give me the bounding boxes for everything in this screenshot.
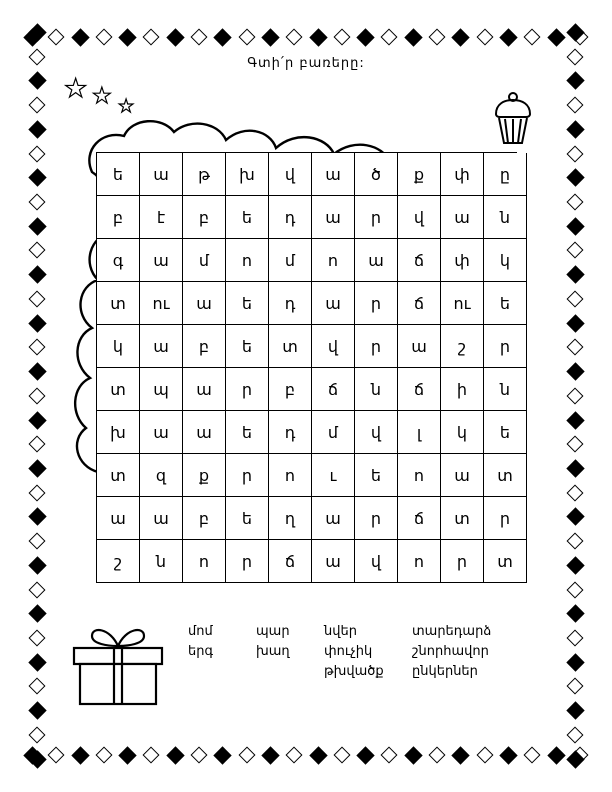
border-diamond (404, 746, 422, 764)
border-diamond (567, 339, 584, 356)
border-diamond (566, 314, 584, 332)
border-diamond (476, 29, 493, 46)
word-list (188, 622, 558, 682)
table-row (97, 153, 527, 196)
border-diamond (28, 362, 46, 380)
border-diamond (566, 653, 584, 671)
border-diamond (524, 29, 541, 46)
border-diamond (547, 746, 565, 764)
table-row (97, 282, 527, 325)
border-diamond (29, 484, 46, 501)
grid-cell[interactable]: ք (398, 153, 441, 196)
grid-cell[interactable]: գ (97, 239, 140, 282)
grid-cell[interactable]: ա (312, 282, 355, 325)
border-diamond (452, 746, 470, 764)
grid-cell[interactable]: ո (226, 239, 269, 282)
border-diamond (28, 556, 46, 574)
grid-cell[interactable]: ր (355, 282, 398, 325)
grid-cell[interactable]: շ (97, 540, 140, 583)
grid-cell[interactable]: ք (183, 454, 226, 497)
grid-cell[interactable]: փ (441, 239, 484, 282)
border-diamond (238, 747, 255, 764)
border-diamond (452, 28, 470, 46)
border-diamond (381, 29, 398, 46)
grid-cell[interactable]: ր (226, 454, 269, 497)
grid-cell[interactable]: ւ (312, 454, 355, 497)
grid-cell[interactable]: ճ (312, 368, 355, 411)
border-diamond (566, 556, 584, 574)
grid-cell[interactable]: դ (269, 411, 312, 454)
grid-cell[interactable]: ե (226, 196, 269, 239)
grid-cell[interactable]: ր (484, 497, 527, 540)
border-diamond (28, 23, 46, 41)
border-diamond (238, 29, 255, 46)
grid-cell[interactable]: ե (226, 411, 269, 454)
border-diamond (29, 242, 46, 259)
border-diamond (29, 145, 46, 162)
word-item[interactable]: խաղ (256, 644, 290, 660)
table-row (97, 368, 527, 411)
border-diamond (286, 747, 303, 764)
border-diamond (29, 629, 46, 646)
grid-cell[interactable]: կ (97, 325, 140, 368)
border-diamond (566, 362, 584, 380)
border-diamond (48, 747, 65, 764)
word-item[interactable]: տարեդարձ (412, 624, 492, 639)
border-diamond (28, 265, 46, 283)
border-diamond (28, 459, 46, 477)
grid-cell[interactable]: դ (269, 282, 312, 325)
word-list-column (256, 622, 308, 682)
border-diamond (214, 28, 232, 46)
grid-cell[interactable]: լ (398, 411, 441, 454)
page-title: Գտի՛ր բառերը: (247, 56, 365, 71)
grid-cell[interactable]: փ (441, 153, 484, 196)
grid-cell[interactable]: ե (484, 282, 527, 325)
word-item[interactable]: փուչիկ (324, 644, 373, 660)
border-diamond (28, 605, 46, 623)
gift-box-icon (66, 618, 170, 710)
border-diamond (29, 678, 46, 695)
grid-cell[interactable]: ա (140, 325, 183, 368)
border-diamond (567, 242, 584, 259)
grid-cell[interactable]: ա (183, 368, 226, 411)
grid-cell[interactable]: բ (97, 196, 140, 239)
grid-cell[interactable]: վ (355, 540, 398, 583)
border-diamond (118, 28, 136, 46)
border-diamond (567, 484, 584, 501)
grid-cell[interactable]: ա (312, 497, 355, 540)
grid-cell[interactable]: դ (269, 196, 312, 239)
border-diamond (567, 629, 584, 646)
border-right (564, 26, 586, 766)
border-bottom (26, 744, 586, 766)
grid-cell[interactable]: տ (269, 325, 312, 368)
grid-cell[interactable]: ճ (398, 497, 441, 540)
border-diamond (29, 290, 46, 307)
border-diamond (381, 747, 398, 764)
grid-cell[interactable]: ն (484, 196, 527, 239)
border-diamond (29, 97, 46, 114)
grid-cell[interactable]: ե (97, 153, 140, 196)
grid-cell[interactable]: ու (140, 282, 183, 325)
border-diamond (566, 411, 584, 429)
grid-cell[interactable]: ծ (355, 153, 398, 196)
border-diamond (524, 747, 541, 764)
word-item[interactable]: շնորհավոր (412, 644, 489, 660)
grid-cell[interactable]: ն (140, 540, 183, 583)
border-diamond (261, 28, 279, 46)
grid-cell[interactable]: վ (355, 411, 398, 454)
table-row (97, 411, 527, 454)
table-row (97, 196, 527, 239)
border-diamond (566, 265, 584, 283)
grid-cell[interactable]: մ (269, 239, 312, 282)
border-diamond (95, 747, 112, 764)
grid-cell[interactable]: ո (269, 454, 312, 497)
grid-cell[interactable]: մ (183, 239, 226, 282)
border-diamond (28, 653, 46, 671)
grid-cell[interactable]: տ (97, 368, 140, 411)
grid-cell[interactable]: տ (484, 454, 527, 497)
border-diamond (567, 387, 584, 404)
grid-cell[interactable]: ո (312, 239, 355, 282)
border-diamond (28, 750, 46, 768)
border-diamond (567, 97, 584, 114)
grid-cell[interactable]: ճ (398, 282, 441, 325)
grid-cell[interactable]: պ (140, 368, 183, 411)
border-diamond (566, 508, 584, 526)
border-diamond (286, 29, 303, 46)
word-item[interactable]: պար (256, 624, 290, 639)
word-search-grid[interactable] (96, 152, 517, 583)
grid-cell[interactable]: տ (441, 497, 484, 540)
table-row (97, 325, 527, 368)
border-diamond (404, 28, 422, 46)
border-diamond (71, 746, 89, 764)
grid-cell[interactable]: ե (355, 454, 398, 497)
border-diamond (95, 29, 112, 46)
border-diamond (567, 145, 584, 162)
border-left (26, 26, 48, 766)
grid-cell[interactable]: բ (183, 196, 226, 239)
grid-cell[interactable]: ր (355, 325, 398, 368)
border-diamond (429, 747, 446, 764)
border-diamond (28, 120, 46, 138)
grid-cell[interactable]: բ (183, 325, 226, 368)
star-icon: ★ (64, 74, 88, 104)
border-diamond (28, 169, 46, 187)
grid-cell[interactable]: թ (183, 153, 226, 196)
border-diamond (566, 72, 584, 90)
grid-cell[interactable]: զ (140, 454, 183, 497)
border-diamond (29, 436, 46, 453)
grid-cell[interactable]: վ (312, 325, 355, 368)
border-diamond (567, 194, 584, 211)
grid-cell[interactable]: ր (355, 196, 398, 239)
grid-cell[interactable]: ե (484, 411, 527, 454)
border-diamond (29, 533, 46, 550)
grid-cell[interactable]: ա (441, 196, 484, 239)
grid-cell[interactable]: ա (312, 540, 355, 583)
border-diamond (567, 533, 584, 550)
word-item[interactable]: նվեր (324, 624, 357, 639)
table-row (97, 454, 527, 497)
grid-cell[interactable]: ա (140, 239, 183, 282)
border-diamond (29, 387, 46, 404)
border-diamond (333, 747, 350, 764)
border-diamond (48, 29, 65, 46)
border-diamond (566, 23, 584, 41)
grid-cell[interactable]: ո (398, 540, 441, 583)
border-diamond (28, 411, 46, 429)
grid-cell[interactable]: ը (484, 153, 527, 196)
word-item[interactable]: ընկերներ (412, 664, 478, 680)
grid-cell[interactable]: ի (441, 368, 484, 411)
word-item[interactable]: երգ (188, 644, 214, 660)
border-diamond (566, 459, 584, 477)
border-diamond (566, 169, 584, 187)
border-diamond (566, 701, 584, 719)
border-diamond (29, 726, 46, 743)
border-diamond (567, 290, 584, 307)
table-row (97, 540, 527, 583)
grid-cell[interactable]: ա (312, 196, 355, 239)
border-diamond (191, 747, 208, 764)
grid-cell[interactable]: ր (484, 325, 527, 368)
grid-cell[interactable]: ա (183, 282, 226, 325)
border-diamond (333, 29, 350, 46)
border-diamond (356, 746, 374, 764)
border-diamond (214, 746, 232, 764)
grid-cell[interactable]: ճ (398, 239, 441, 282)
border-diamond (28, 72, 46, 90)
grid-cell[interactable]: ա (312, 153, 355, 196)
grid-cell[interactable]: ու (441, 282, 484, 325)
grid-cell[interactable]: ո (398, 454, 441, 497)
grid-cell[interactable]: ա (97, 497, 140, 540)
table-row (97, 239, 527, 282)
grid-cell[interactable]: վ (269, 153, 312, 196)
grid-cell[interactable]: տ (97, 454, 140, 497)
grid-cell[interactable]: ա (398, 325, 441, 368)
letter-table (97, 153, 527, 583)
grid-cell[interactable]: տ (484, 540, 527, 583)
grid-cell[interactable]: ն (355, 368, 398, 411)
border-diamond (29, 339, 46, 356)
border-diamond (143, 29, 160, 46)
border-diamond (356, 28, 374, 46)
border-diamond (567, 581, 584, 598)
grid-cell[interactable]: ո (183, 540, 226, 583)
border-diamond (566, 217, 584, 235)
border-diamond (547, 28, 565, 46)
border-diamond (118, 746, 136, 764)
border-diamond (309, 28, 327, 46)
grid-cell[interactable]: տ (97, 282, 140, 325)
star-icon: ★ (118, 96, 135, 117)
border-top (26, 26, 586, 48)
grid-cell[interactable]: ա (140, 497, 183, 540)
table-row (97, 497, 527, 540)
border-diamond (28, 314, 46, 332)
grid-cell[interactable]: բ (183, 497, 226, 540)
grid-cell[interactable]: ե (226, 497, 269, 540)
grid-cell[interactable]: է (140, 196, 183, 239)
grid-cell[interactable]: շ (441, 325, 484, 368)
grid-cell[interactable]: ա (140, 153, 183, 196)
grid-cell[interactable]: ն (484, 368, 527, 411)
word-item[interactable]: թխվածք (324, 664, 384, 680)
grid-cell[interactable]: ա (140, 411, 183, 454)
grid-cell[interactable]: ր (226, 540, 269, 583)
grid-cell[interactable]: բ (269, 368, 312, 411)
grid-cell[interactable]: ր (226, 368, 269, 411)
border-diamond (28, 508, 46, 526)
grid-cell[interactable]: ա (183, 411, 226, 454)
grid-cell[interactable]: կ (441, 411, 484, 454)
grid-cell[interactable]: ճ (269, 540, 312, 583)
border-diamond (166, 746, 184, 764)
grid-cell[interactable]: վ (398, 196, 441, 239)
border-diamond (71, 28, 89, 46)
border-diamond (566, 605, 584, 623)
border-diamond (567, 678, 584, 695)
grid-cell[interactable]: ղ (269, 497, 312, 540)
word-list-column (412, 622, 522, 682)
word-list-column (324, 622, 396, 682)
border-diamond (567, 726, 584, 743)
grid-cell[interactable]: կ (484, 239, 527, 282)
border-diamond (29, 194, 46, 211)
border-diamond (28, 217, 46, 235)
grid-cell[interactable]: ա (355, 239, 398, 282)
border-diamond (429, 29, 446, 46)
word-item[interactable]: մոմ (188, 624, 213, 639)
grid-cell[interactable]: ր (441, 540, 484, 583)
grid-cell[interactable]: ե (226, 282, 269, 325)
border-diamond (567, 436, 584, 453)
border-diamond (566, 750, 584, 768)
border-diamond (143, 747, 160, 764)
grid-cell[interactable]: ա (441, 454, 484, 497)
border-diamond (309, 746, 327, 764)
border-diamond (499, 746, 517, 764)
border-diamond (566, 120, 584, 138)
border-diamond (166, 28, 184, 46)
grid-cell[interactable]: խ (226, 153, 269, 196)
grid-cell[interactable]: խ (97, 411, 140, 454)
star-icon: ★ (92, 84, 112, 109)
border-diamond (476, 747, 493, 764)
border-diamond (28, 701, 46, 719)
border-diamond (261, 746, 279, 764)
grid-cell[interactable]: մ (312, 411, 355, 454)
grid-cell[interactable]: ե (226, 325, 269, 368)
word-list-column (188, 622, 240, 682)
border-diamond (29, 581, 46, 598)
grid-cell[interactable]: ր (355, 497, 398, 540)
border-diamond (191, 29, 208, 46)
border-diamond (499, 28, 517, 46)
grid-cell[interactable]: ճ (398, 368, 441, 411)
